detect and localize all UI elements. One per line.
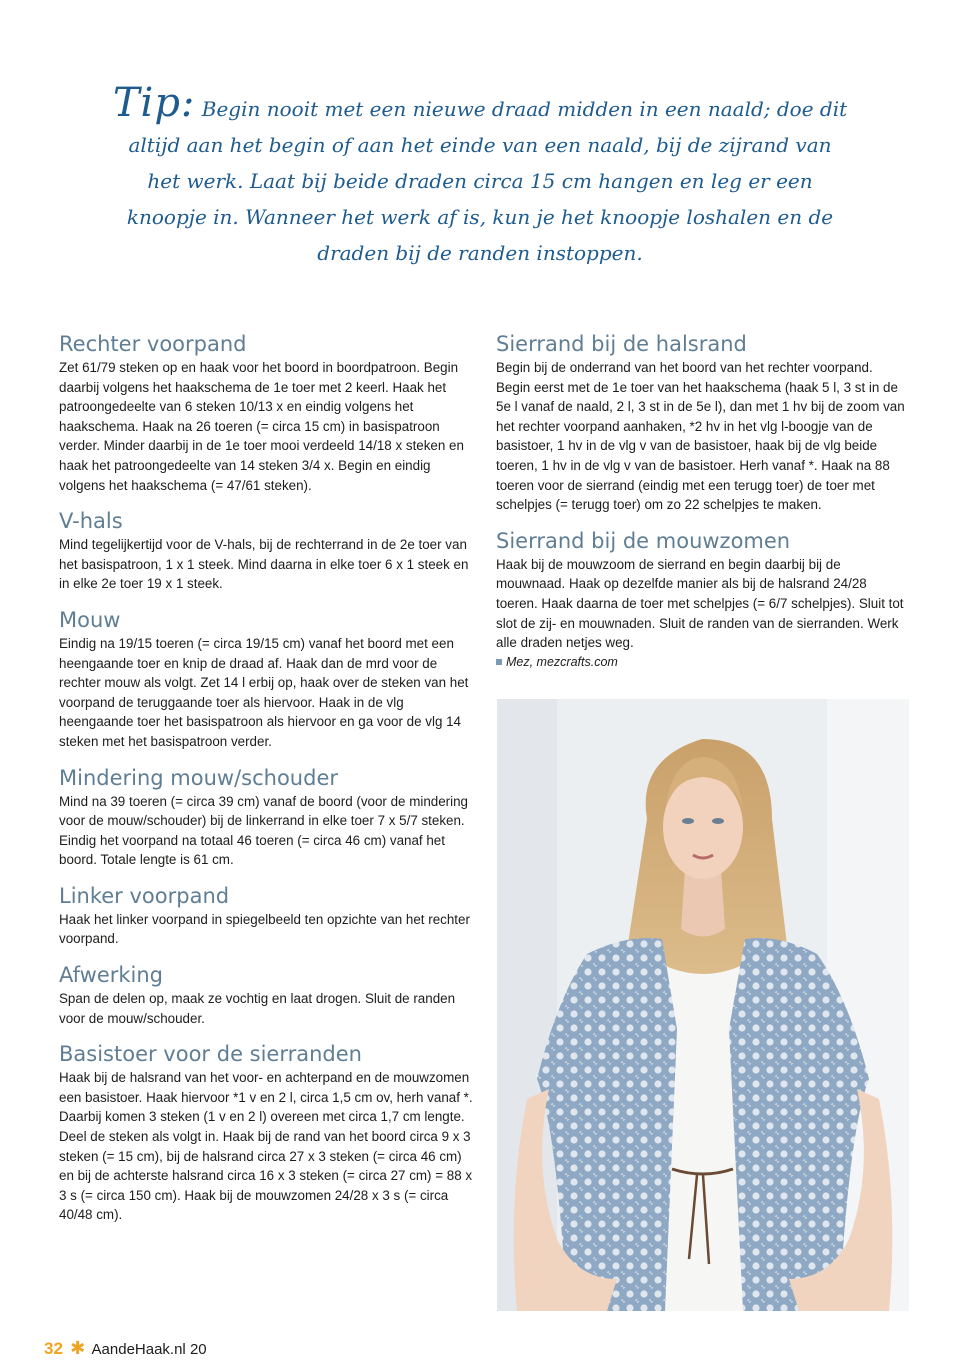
section-body: Eindig na 19/15 toeren (= circa 19/15 cm) vanaf het boord met een heengaande toer en knip de draad af. Haak dan de mrd voor de rechter mouw als volgt. Zet 14 l erbij op, haak over de steken van het voorpand de teruggaande toer als hiervoor. Haak in de vlg heengaande toer het basispatroon als hiervoor en ga voor de vlg 14 steken met het basispatroon verder.: [59, 635, 469, 749]
model-photo: [497, 699, 909, 1311]
designer-credit: [496, 653, 906, 671]
section-title: Mindering mouw/schouder: [59, 765, 338, 790]
section-sierrand-halsrand: [496, 330, 906, 515]
section-title: V-hals: [59, 509, 123, 534]
section-mindering-mouw-schouder: [59, 764, 479, 870]
section-title: Sierrand bij de halsrand: [496, 332, 747, 356]
credit-text: Mez, mezcrafts.com: [506, 654, 618, 669]
section-title: Linker voorpand: [59, 883, 230, 908]
section-basistoer: [59, 1040, 479, 1225]
bullet-icon: [496, 659, 502, 665]
section-sierrand-mouwzomen: [496, 527, 906, 671]
tip-box: [110, 80, 850, 271]
issue-number: 20: [189, 1341, 207, 1358]
section-v-hals: [59, 507, 479, 594]
right-column: [496, 330, 906, 683]
left-column: [59, 330, 479, 1237]
section-title: Basistoer voor de sierranden: [59, 1042, 362, 1067]
section-afwerking: [59, 961, 479, 1028]
section-title: Afwerking: [59, 963, 164, 988]
star-icon: ✱: [70, 1338, 86, 1358]
magazine-name: AandeHaak.nl: [91, 1341, 186, 1358]
section-body: Haak het linker voorpand in spiegelbeeld ten opzichte van het rechter voorpand.: [59, 911, 470, 947]
section-body: Mind tegelijkertijd voor de V-hals, bij de rechterrand in de 2e toer van het basispatroon, 1 x 1 steek. Mind daarna in elke toer 6 x 1 steek en in elke 2e toer 19 x 1 steek.: [59, 537, 469, 592]
section-body: Span de delen op, maak ze vochtig en laat drogen. Sluit de randen voor de mouw/schouder.: [59, 991, 456, 1026]
section-title: Mouw: [59, 607, 121, 632]
section-title: Rechter voorpand: [59, 332, 247, 356]
section-title: Sierrand bij de mouwzomen: [496, 528, 791, 553]
section-body: Mind na 39 toeren (= circa 39 cm) vanaf de boord (voor de mindering voor de mouw/schouder) bij de linkerrand in elke toer 7 x 5/7 steken. Eindig het voorpand na totaal 46 toeren (= circa 46 cm) vanaf het boord. Totale lengte is 61 cm.: [59, 793, 469, 868]
section-rechter-voorpand: [59, 330, 479, 495]
section-body: Haak bij de halsrand van het voor- en achterpand en de mouwzomen een basistoer. Haak hiervoor *1 v en 2 l, circa 1,5 cm ov, herh vanaf *. Daarbij komen 3 steken (1 v en 2 l) overeen met circa 1,7 cm lengte. Deel de steken als volgt in. Haak bij de rand van het boord circa 9 x 3 steken (= 15 cm), bij de halsrand circa 27 x 3 steken (= circa 46 cm) en bij de achterste halsrand circa 16 x 3 steken (= circa 27 cm) = 88 x 3 s (= circa 150 cm). Haak bij de mouwzomen 24/28 x 3 s (= circa 40/48 cm).: [59, 1070, 473, 1223]
section-linker-voorpand: [59, 882, 479, 949]
tip-text: Begin nooit met een nieuwe draad midden in een naald; doe dit altijd aan het begin of aan het einde van een naald, bij de zijrand van het werk. Laat bij beide draden circa 15 cm hangen en leg er een knoopje in. Wanneer het werk af is, kun je het knoopje loshalen en de draden bij de randen instoppen.: [126, 97, 848, 265]
page-number: 32: [44, 1339, 63, 1358]
section-body: Zet 61/79 steken op en haak voor het boord in boordpatroon. Begin daarbij volgens het haakschema de 1e toer met 2 keerl. Haak het patroongedeelte van 6 steken 10/13 x en eindig volgens het haakschema. Haak na 26 toeren (= circa 15 cm) in basispatroon verder. Minder daarbij in de 1e toer mooi verdeeld 14/18 x steken en haak het patroongedeelte van 14 steken 3/4 x. Begin en eindig volgens het haakschema (= 47/61 steken).: [59, 360, 464, 493]
section-mouw: [59, 606, 479, 752]
section-body: Begin bij de onderrand van het boord van het rechter voorpand. Begin eerst met de 1e toer van het haakschema (haak 5 l, 3 st in de 5e l vanaf de naald, 2 l, 3 st in de 5e l), dan met 1 hv bij de zoom van het rechter voorpand aanhaken, *2 hv in het vlg l-boogje van de basistoer, 1 hv in de vlg v van de basistoer, haak bij de vlg beide toeren, 1 hv in de vlg v van de basistoer. Herh vanaf *. Haak na 88 toeren voor de sierrand (eindig met een terugg toer) de toer met schelpjes (= terugg toer) om zo 22 schelpjes te maken.: [496, 360, 905, 513]
section-body: Haak bij de mouwzoom de sierrand en begin daarbij bij de mouwnaad. Haak op dezelfde manier als bij de halsrand 24/28 toeren. Haak daarna de toer met schelpjes (= 6/7 schelpjes). Sluit tot slot de zij- en mouwnaden. Sluit de randen van de sierranden. Werk alle draden netjes weg.: [496, 556, 904, 651]
tip-label: Tip:: [112, 80, 196, 126]
woman-in-crochet-cardigan-image: [497, 699, 909, 1311]
page-footer: [44, 1336, 207, 1360]
